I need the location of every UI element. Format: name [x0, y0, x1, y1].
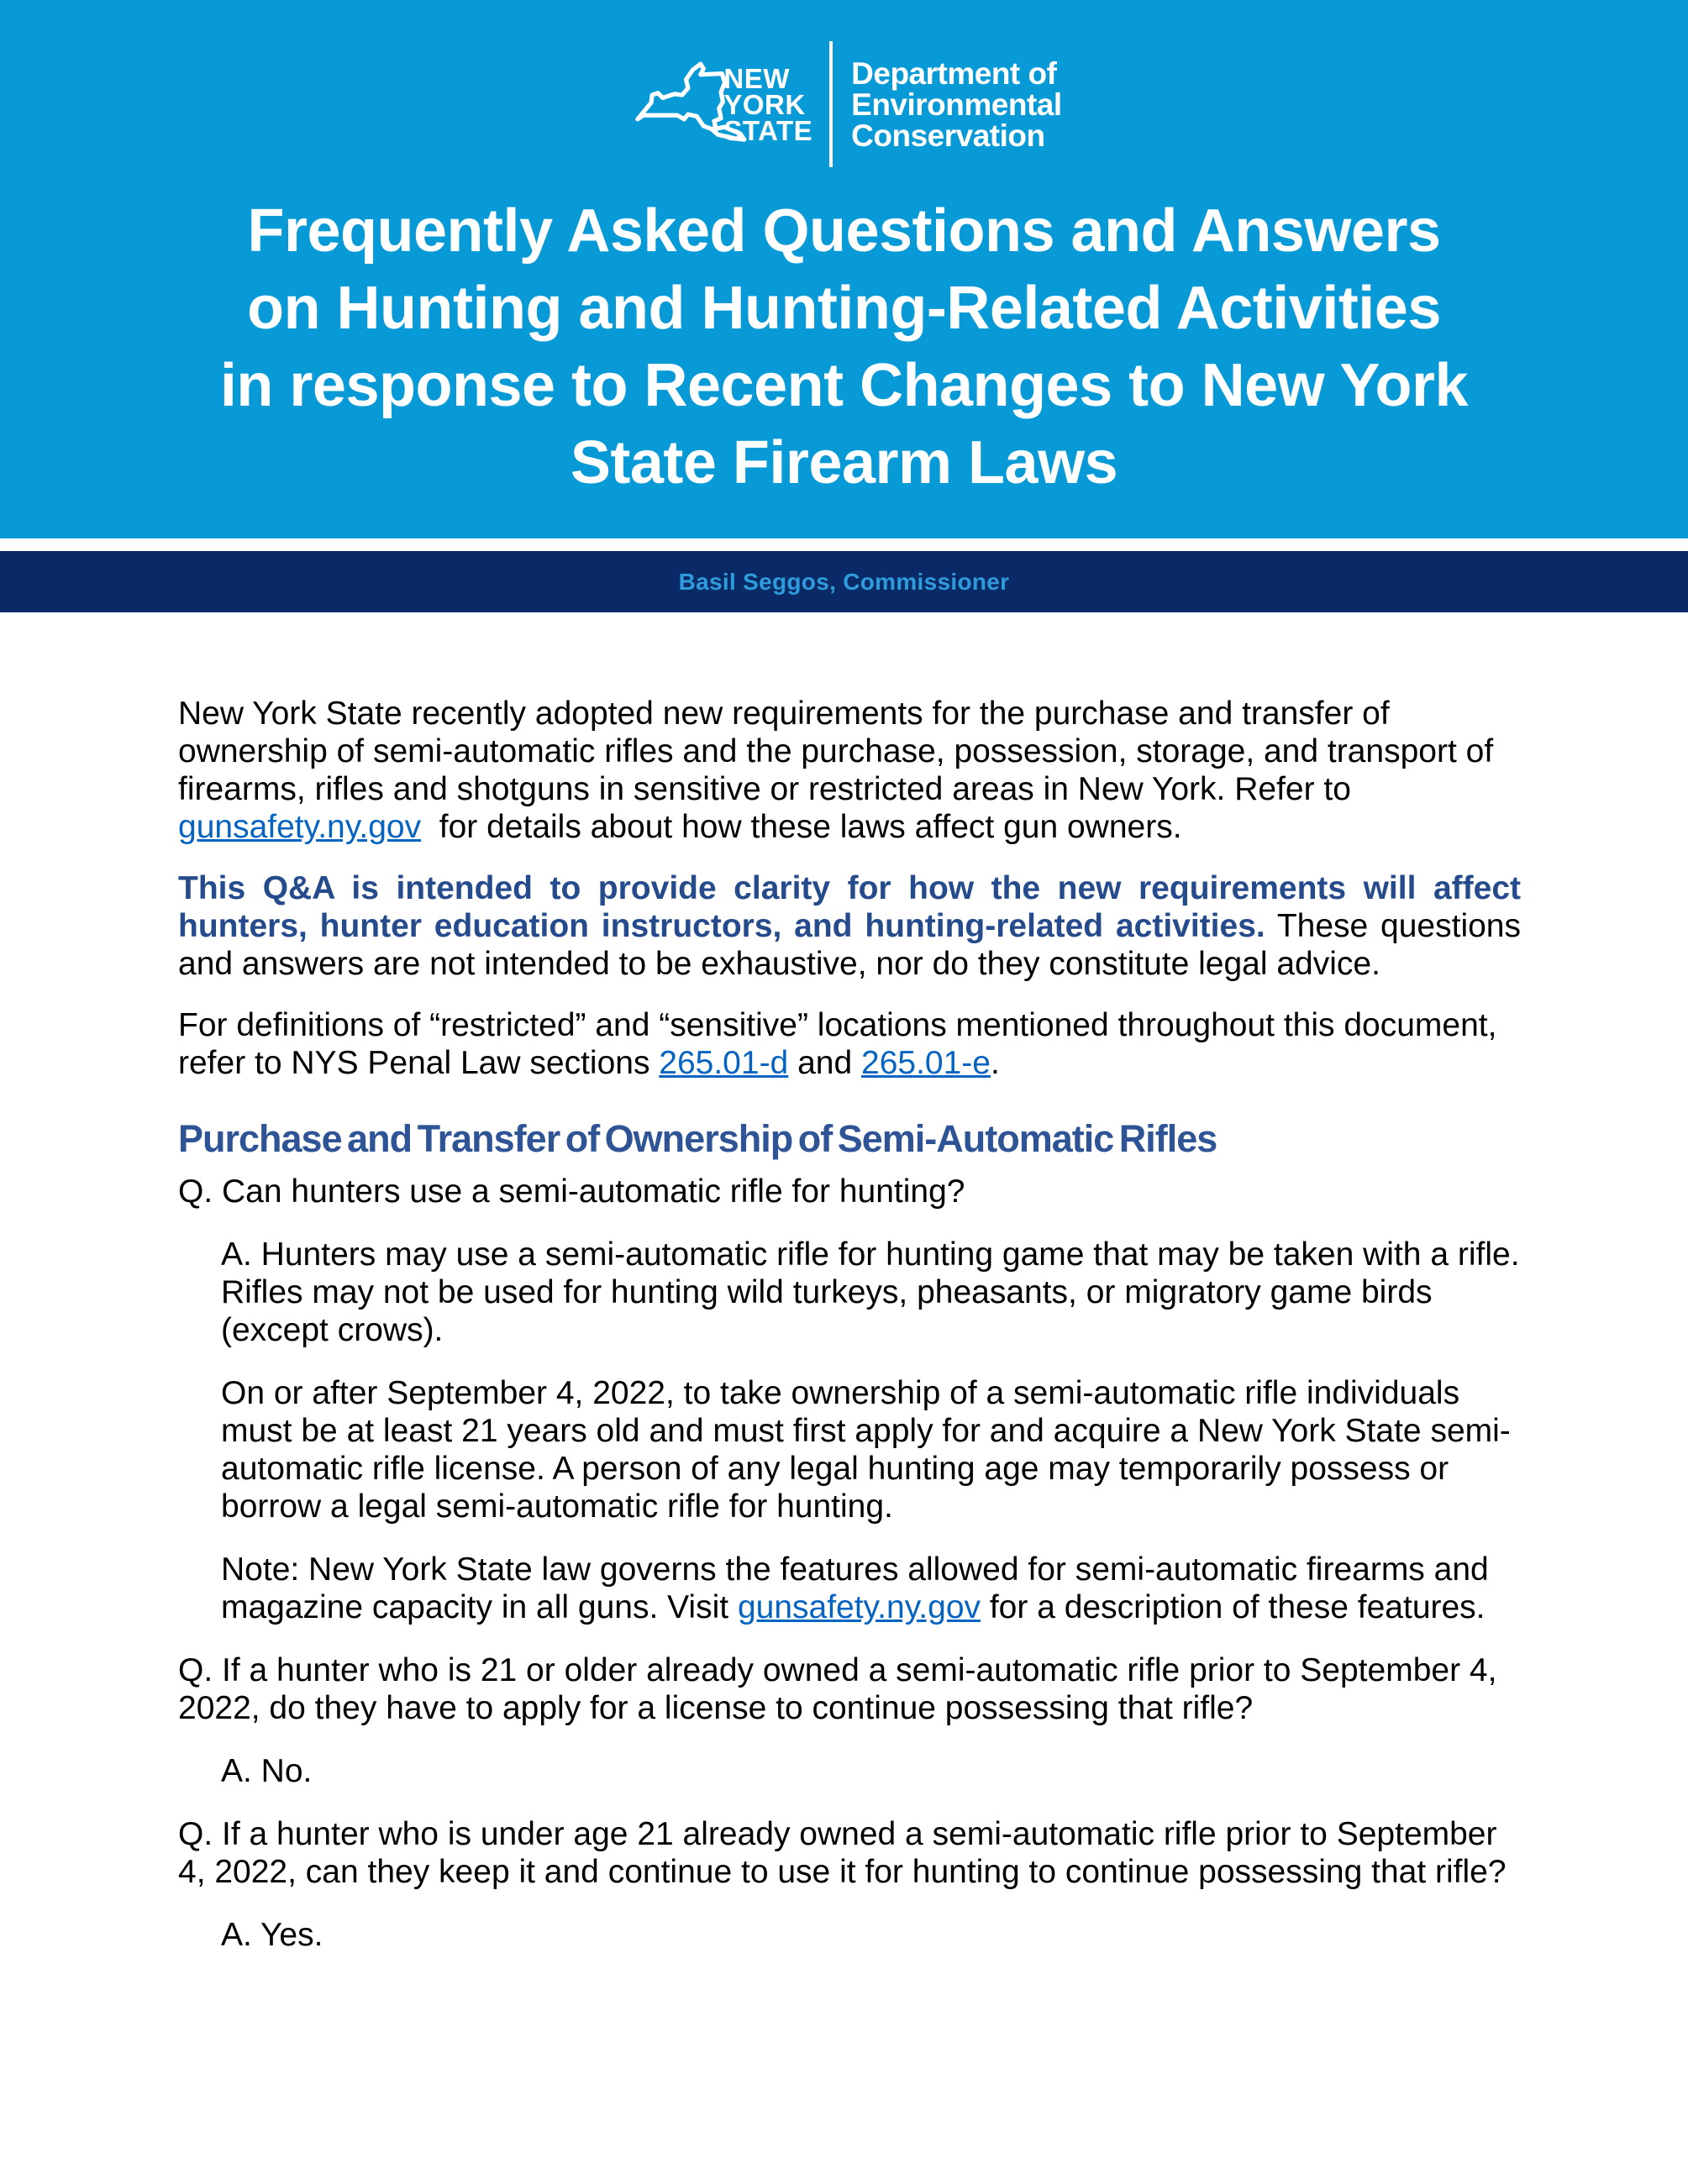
qa-answer	[221, 1916, 1521, 1954]
body-text: and	[788, 1045, 861, 1081]
logo-word-york: YORK	[723, 88, 806, 120]
body-text: A. Hunters may use a semi-automatic rifle for hunting game that may be taken with a rifle. Rifles may not be used for hunting wild turkeys, pheasants, or migratory game birds (except crows).	[221, 1236, 1520, 1348]
header-banner	[0, 0, 1688, 538]
commissioner-name: Basil Seggos, Commissioner	[678, 568, 1010, 595]
logo-department-name	[851, 55, 1062, 153]
qa-question: Q. If a hunter who is 21 or older already owned a semi-automatic rifle prior to September 4, 2022, do they have to apply for a license to continue possessing that rifle?	[178, 1652, 1497, 1726]
nys-dec-logo	[0, 38, 1688, 171]
section-heading: Purchase and Transfer of Ownership of Semi-Automatic Rifles	[178, 1117, 1217, 1160]
emphasis-text: This Q&A is intended to provide clarity for how the new requirements will affect hunters, hunter education instructors, and hunting-related activities.	[178, 870, 1521, 944]
intro-paragraph	[178, 869, 1521, 983]
qa-answer	[221, 1236, 1521, 1349]
body-text: New York State recently adopted new requirements for the purchase and transfer of ownership of semi-automatic rifles and the purchase, possession, storage, and transport of firearms, rifles and shotguns in sensitive or restricted areas in New York. Refer to	[178, 696, 1494, 807]
dept-line-1: Department of	[851, 55, 1057, 91]
title-line-1: Frequently Asked Questions and Answers	[247, 197, 1441, 265]
logo-divider	[829, 41, 833, 167]
body-text: for a description of these features.	[981, 1589, 1486, 1625]
intro-paragraph	[178, 1006, 1521, 1082]
qa-answer	[221, 1551, 1521, 1626]
body-text: .	[990, 1045, 1000, 1081]
logo-word-state: STATE	[723, 114, 813, 146]
inline-link[interactable]: 265.01-d	[659, 1045, 789, 1081]
document-body	[0, 612, 1688, 1954]
qa-answer	[221, 1374, 1521, 1525]
body-text: for details about how these laws affect gun owners.	[421, 809, 1182, 845]
body-text: A. No.	[221, 1753, 313, 1789]
qa-list	[178, 1173, 1521, 1954]
body-text: A. Yes.	[221, 1917, 323, 1953]
logo-word-new: NEW	[723, 62, 790, 94]
qa-question: Q. Can hunters use a semi-automatic rifle for hunting?	[178, 1173, 965, 1210]
body-text: These questions and answers are not intended to be exhaustive, nor do they constitute legal advice.	[178, 908, 1521, 982]
banner-separator	[0, 538, 1688, 551]
body-text: Note: New York State law governs the features allowed for semi-automatic firearms and magazine capacity in all guns. Visit	[221, 1551, 1489, 1625]
title-line-3: in response to Recent Changes to New York	[219, 352, 1469, 419]
body-text: For definitions of “restricted” and “sensitive” locations mentioned throughout this document, refer to NYS Penal Law sections	[178, 1007, 1497, 1081]
qa-question: Q. If a hunter who is under age 21 already owned a semi-automatic rifle prior to September 4, 2022, can they keep it and continue to use it for hunting to continue possessing that rifle?	[178, 1816, 1507, 1890]
inline-link[interactable]: 265.01-e	[861, 1045, 991, 1081]
page-title	[0, 192, 1688, 501]
qa-answer	[221, 1752, 1521, 1790]
commissioner-bar	[0, 551, 1688, 612]
inline-link[interactable]: gunsafety.ny.gov	[178, 809, 422, 845]
inline-link[interactable]: gunsafety.ny.gov	[737, 1589, 981, 1625]
title-line-4: State Firearm Laws	[570, 429, 1118, 496]
intro-paragraph	[178, 695, 1521, 846]
dept-line-3: Conservation	[851, 118, 1045, 153]
body-text: On or after September 4, 2022, to take ownership of a semi-automatic rifle individuals must be at least 21 years old and must first apply for and acquire a New York State semi-automatic rifle license. A person of any legal hunting age may temporarily possess or borrow a legal semi-automatic rifle for hunting.	[221, 1375, 1511, 1525]
logo-state-words	[723, 62, 813, 146]
intro-paragraphs	[178, 695, 1521, 1082]
dept-line-2: Environmental	[851, 87, 1062, 122]
title-line-2: on Hunting and Hunting-Related Activities	[247, 275, 1441, 342]
